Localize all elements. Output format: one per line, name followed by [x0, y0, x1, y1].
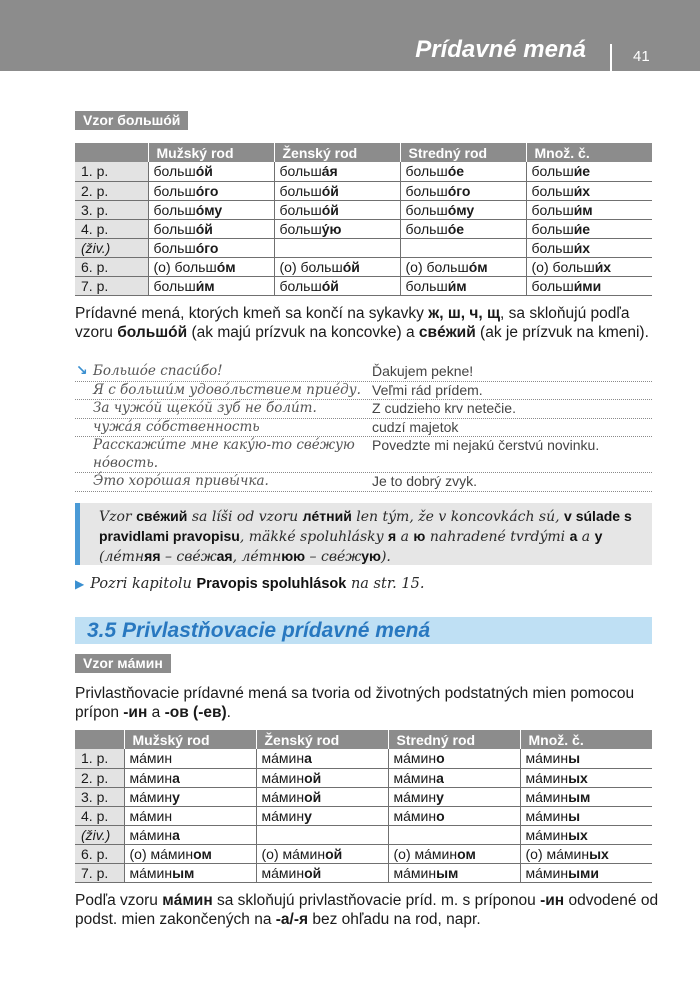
pattern-tag-bolshoy: Vzor большóй	[75, 111, 188, 130]
phrase-russian: Расскажи́те мне кaкýю-то свéжую нóвость.	[93, 437, 355, 471]
phrase-row	[75, 363, 652, 382]
col-header: Stredný rod	[388, 730, 520, 749]
phrase-russian: чужáя сóбственность	[93, 418, 260, 435]
case-label: 2. p.	[75, 181, 148, 200]
table-cell: большóму	[400, 200, 526, 219]
case-label: (živ.)	[75, 825, 124, 844]
cross-reference: ▶ Pozri kapitolu Pravopis spoluhlások na str. 15.	[75, 576, 425, 592]
phrase-russian: Я с больши́м удовóльствием приéду.	[93, 381, 361, 398]
table-cell: мáмина	[124, 825, 256, 844]
col-header: Ženský rod	[274, 143, 400, 162]
reference-link[interactable]: Pravopis spoluhlások	[196, 576, 347, 592]
table-cell: больши́х	[526, 238, 652, 257]
table-cell: мáмино	[388, 749, 520, 768]
case-header	[75, 730, 124, 749]
table-cell: мáмина	[124, 768, 256, 787]
phrase-row	[75, 419, 652, 438]
case-label: 1. p.	[75, 749, 124, 768]
phrase-slovak: cudzí majetok	[372, 418, 459, 435]
table-cell: (о) большóм	[400, 257, 526, 276]
case-label: 4. p.	[75, 806, 124, 825]
table-cell: большóй	[274, 200, 400, 219]
col-header: Stredný rod	[400, 143, 526, 162]
table-cell: большóй	[148, 219, 274, 238]
pattern-tag-mamin: Vzor мáмин	[75, 654, 171, 673]
case-label: 4. p.	[75, 219, 148, 238]
table-row	[75, 806, 652, 825]
case-label: 7. p.	[75, 863, 124, 882]
table-cell: (о) мáминых	[520, 844, 652, 863]
phrase-slovak: Veľmi rád prídem.	[372, 381, 483, 398]
table-cell: большóго	[148, 181, 274, 200]
table-row	[75, 863, 652, 882]
chapter-title: Prídavné mená	[415, 36, 586, 63]
table-cell: больши́х	[526, 181, 652, 200]
phrase-russian: За чужóй щекóй зуб не боли́т.	[93, 400, 317, 416]
phrase-slovak: Ďakujem pekne!	[372, 363, 474, 379]
col-header: Mužský rod	[124, 730, 256, 749]
note-box: Vzor свéжий sa líši od vzoru лéтний len tým, že v koncovkách sú, v súlade s pravidlami pravopisu, mäkké spoluhlásky я a ю nahradené tvrdými а a у (лéтняя – свéжая, лéтнюю – свéжую).	[75, 503, 652, 565]
table-row	[75, 200, 652, 219]
paragraph-mamin-usage: Podľa vzoru мáмин sa skloňujú privlastňovacie príd. m. s príponou -ин odvodené od podst. mien zakončených na -а/-я bez ohľadu na rod, napr.	[75, 892, 659, 928]
phrase-slovak: Povedzte mi nejakú čerstvú novinku.	[372, 437, 600, 453]
table-cell: мáмина	[388, 768, 520, 787]
table-cell	[256, 825, 388, 844]
table-cell: большóму	[148, 200, 274, 219]
table-cell: большу́ю	[274, 219, 400, 238]
table-row	[75, 181, 652, 200]
table-cell: (о) мáминой	[256, 844, 388, 863]
table-cell: больши́м	[148, 276, 274, 295]
table-row	[75, 787, 652, 806]
table-cell: мáмины	[520, 749, 652, 768]
case-label: 1. p.	[75, 162, 148, 181]
phrase-slovak: Z cudzieho krv netečie.	[372, 400, 516, 416]
table-cell: (о) большóм	[148, 257, 274, 276]
table-row	[75, 238, 652, 257]
col-header: Ženský rod	[256, 730, 388, 749]
declension-table-mamin	[75, 730, 652, 883]
table-cell: мáмин	[124, 806, 256, 825]
paragraph-possessive-intro: Privlastňovacie prídavné mená sa tvoria od životných podstatných mien pomocou prípon -ин a -ов (-ев).	[75, 685, 635, 721]
table-cell: большóй	[274, 276, 400, 295]
table-row	[75, 844, 652, 863]
table-cell: (о) больши́х	[526, 257, 652, 276]
table-row	[75, 219, 652, 238]
header-divider	[610, 44, 612, 71]
table-cell: большóго	[400, 181, 526, 200]
table-cell: мáминой	[256, 768, 388, 787]
table-cell: (о) мáмином	[388, 844, 520, 863]
table-cell: мáминых	[520, 825, 652, 844]
table-cell	[400, 238, 526, 257]
col-header: Množ. č.	[526, 143, 652, 162]
table-row	[75, 162, 652, 181]
phrase-row	[75, 473, 652, 492]
table-cell: большóе	[400, 219, 526, 238]
table-cell: мáмины	[520, 806, 652, 825]
phrase-slovak: Je to dobrý zvyk.	[372, 473, 478, 489]
table-cell: мáминой	[256, 863, 388, 882]
table-cell: большóе	[400, 162, 526, 181]
phrase-list	[75, 363, 652, 492]
case-label: (živ.)	[75, 238, 148, 257]
case-label: 3. p.	[75, 200, 148, 219]
phrase-row	[75, 400, 652, 419]
case-header	[75, 143, 148, 162]
table-cell: мáмину	[388, 787, 520, 806]
col-header: Množ. č.	[520, 730, 652, 749]
declension-table-bolshoy	[75, 143, 652, 296]
case-label: 6. p.	[75, 257, 148, 276]
table-cell: большóй	[274, 181, 400, 200]
case-label: 2. p.	[75, 768, 124, 787]
table-cell: (о) мáмином	[124, 844, 256, 863]
phrase-russian: Э́то хорóшая привы́чка.	[93, 473, 269, 489]
table-row	[75, 276, 652, 295]
table-row	[75, 749, 652, 768]
table-header-row	[75, 730, 652, 749]
table-cell: мáмиными	[520, 863, 652, 882]
case-label: 7. p.	[75, 276, 148, 295]
table-cell: мáминой	[256, 787, 388, 806]
table-cell	[388, 825, 520, 844]
phrase-row	[75, 382, 652, 401]
table-cell: мáминым	[124, 863, 256, 882]
col-header: Mužský rod	[148, 143, 274, 162]
phrase-russian: ↘ Большóе спаси́бо!	[76, 363, 223, 379]
table-cell: мáмину	[124, 787, 256, 806]
table-cell: мáминым	[388, 863, 520, 882]
triangle-right-icon: ▶	[75, 577, 85, 591]
paragraph-sibilants: Prídavné mená, ktorých kmeň sa končí na sykavky ж, ш, ч, щ, sa skloňujú podľa vzoru большóй (ak majú prízvuk na koncovke) a свéжий (ak je prízvuk na kmeni).	[75, 305, 649, 341]
table-cell: (о) большóй	[274, 257, 400, 276]
table-cell: мáмино	[388, 806, 520, 825]
table-cell: мáминым	[520, 787, 652, 806]
table-cell: большóй	[148, 162, 274, 181]
table-cell: больши́м	[526, 200, 652, 219]
table-cell: мáминых	[520, 768, 652, 787]
table-cell: больши́ми	[526, 276, 652, 295]
table-cell	[274, 238, 400, 257]
case-label: 3. p.	[75, 787, 124, 806]
table-row	[75, 257, 652, 276]
arrow-down-right-icon: ↘	[76, 363, 88, 379]
table-cell: больши́е	[526, 162, 652, 181]
table-cell: больши́е	[526, 219, 652, 238]
table-cell: мáмин	[124, 749, 256, 768]
table-row	[75, 768, 652, 787]
page-header	[0, 0, 700, 71]
table-cell: больши́м	[400, 276, 526, 295]
page-number: 41	[633, 48, 650, 65]
table-header-row	[75, 143, 652, 162]
table-row	[75, 825, 652, 844]
table-cell: мáмина	[256, 749, 388, 768]
section-heading: 3.5 Privlastňovacie prídavné mená	[75, 617, 652, 644]
table-cell: мáмину	[256, 806, 388, 825]
phrase-row	[75, 437, 652, 473]
table-cell: большóго	[148, 238, 274, 257]
table-cell: большáя	[274, 162, 400, 181]
case-label: 6. p.	[75, 844, 124, 863]
